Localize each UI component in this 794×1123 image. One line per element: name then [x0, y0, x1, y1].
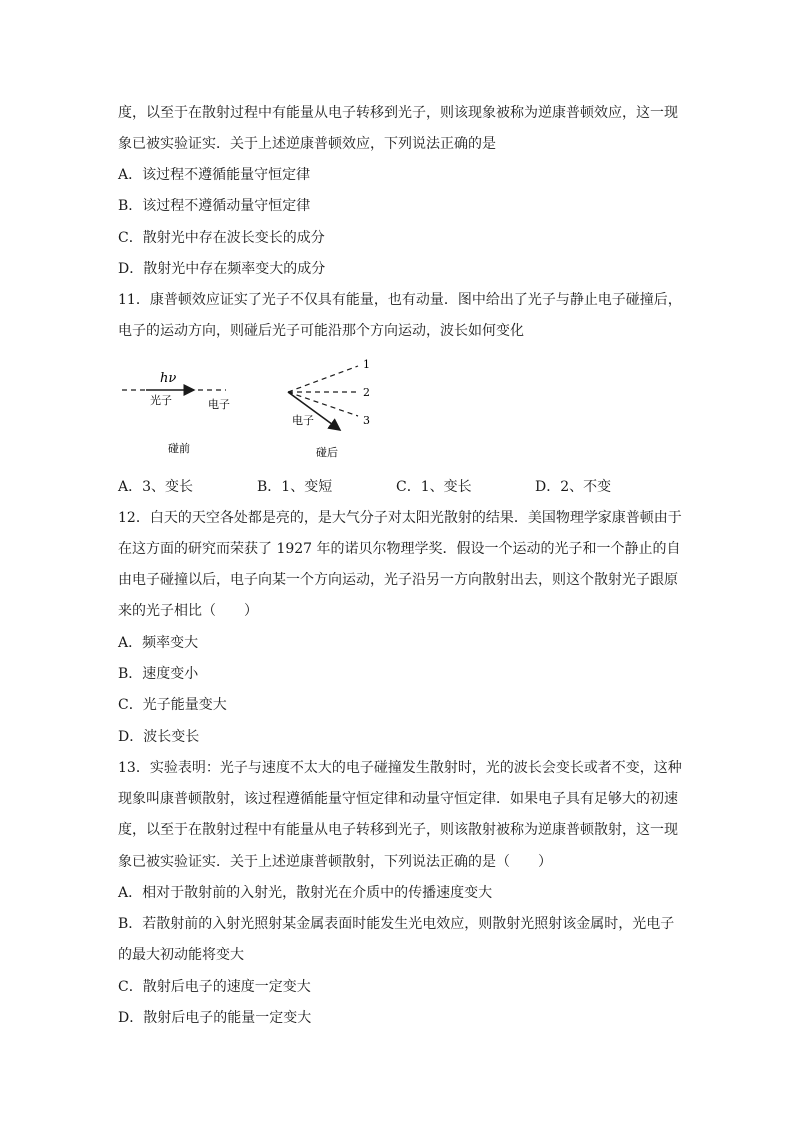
direction-3-label: 3: [363, 414, 370, 427]
before-collision-label: 碰前: [168, 442, 190, 455]
q10-option-d: D．散射光中存在频率变大的成分: [118, 261, 326, 277]
q10-option-a: A．该过程不遵循能量守恒定律: [118, 167, 311, 183]
q12-text-line-1: 12．白天的天空各处都是亮的，是大气分子对太阳光散射的结果．美国物理学家康普顿由于: [118, 510, 682, 526]
q13-option-d: D．散射后电子的能量一定变大: [118, 1010, 312, 1026]
q12-option-a: A．频率变大: [118, 635, 199, 651]
q13-option-b-line-2: 的最大初动能将变大: [118, 947, 244, 963]
q12-option-c: C．光子能量变大: [118, 697, 227, 713]
q12-text-line-2: 在这方面的研究而荣获了 1927 年的诺贝尔物理学奖．假设一个运动的光子和一个静止的自: [118, 541, 681, 557]
q11-text-line-2: 电子的运动方向，则碰后光子可能沿那个方向运动，波长如何变化: [118, 323, 524, 339]
q11-text-line-1: 11．康普顿效应证实了光子不仅具有能量，也有动量．图中给出了光子与静止电子碰撞后，: [118, 292, 682, 308]
hv-label: hν: [160, 371, 177, 386]
q11-option-b: B．1、变短: [257, 479, 333, 495]
q10-option-c: C．散射光中存在波长变长的成分: [118, 230, 325, 246]
q11-option-a: A．3、变长: [118, 479, 194, 495]
after-collision-label: 碰后: [316, 446, 338, 459]
collision-svg: [118, 352, 388, 462]
compton-collision-diagram: [118, 352, 388, 462]
q13-text-line-2: 现象叫康普顿散射，该过程遵循能量守恒定律和动量守恒定律．如果电子具有足够大的初速: [118, 791, 678, 807]
q10-text-line-1: 度，以至于在散射过程中有能量从电子转移到光子，则该现象被称为逆康普顿效应，这一现: [118, 105, 678, 121]
q12-text-line-3: 由电子碰撞以后，电子向某一个方向运动，光子沿另一方向散射出去，则这个散射光子跟原: [118, 572, 678, 588]
q13-text-line-4: 象已被实验证实．关于上述逆康普顿散射，下列说法正确的是（ ）: [118, 854, 552, 870]
q11-option-d: D．2、不变: [535, 479, 612, 495]
direction-3-line: [288, 392, 358, 416]
q13-text-line-3: 度，以至于在散射过程中有能量从电子转移到光子，则该散射被称为逆康普顿散射，这一现: [118, 822, 678, 838]
q12-text-line-4: 来的光子相比（ ）: [118, 603, 258, 619]
photon-label: 光子: [150, 394, 172, 407]
q12-option-d: D．波长变长: [118, 729, 200, 745]
electron-label-before: 电子: [208, 398, 230, 411]
q13-option-a: A．相对于散射前的入射光，散射光在介质中的传播速度变大: [118, 885, 493, 901]
q10-text-line-2: 象已被实验证实．关于上述逆康普顿效应，下列说法正确的是: [118, 136, 496, 152]
direction-1-label: 1: [363, 358, 370, 371]
q13-option-b-line-1: B．若散射前的入射光照射某金属表面时能发生光电效应，则散射光照射该金属时，光电子: [118, 916, 675, 932]
q12-option-b: B．速度变小: [118, 666, 199, 682]
q11-options-row: [118, 476, 678, 496]
q10-option-b: B．该过程不遵循动量守恒定律: [118, 198, 311, 214]
direction-2-label: 2: [363, 386, 370, 399]
q13-option-c: C．散射后电子的速度一定变大: [118, 979, 311, 995]
q11-option-c: C．1、变长: [396, 479, 472, 495]
electron-label-after: 电子: [292, 414, 314, 427]
q13-text-line-1: 13．实验表明：光子与速度不太大的电子碰撞发生散射时，光的波长会变长或者不变，这种: [118, 760, 682, 776]
direction-1-line: [288, 366, 358, 392]
